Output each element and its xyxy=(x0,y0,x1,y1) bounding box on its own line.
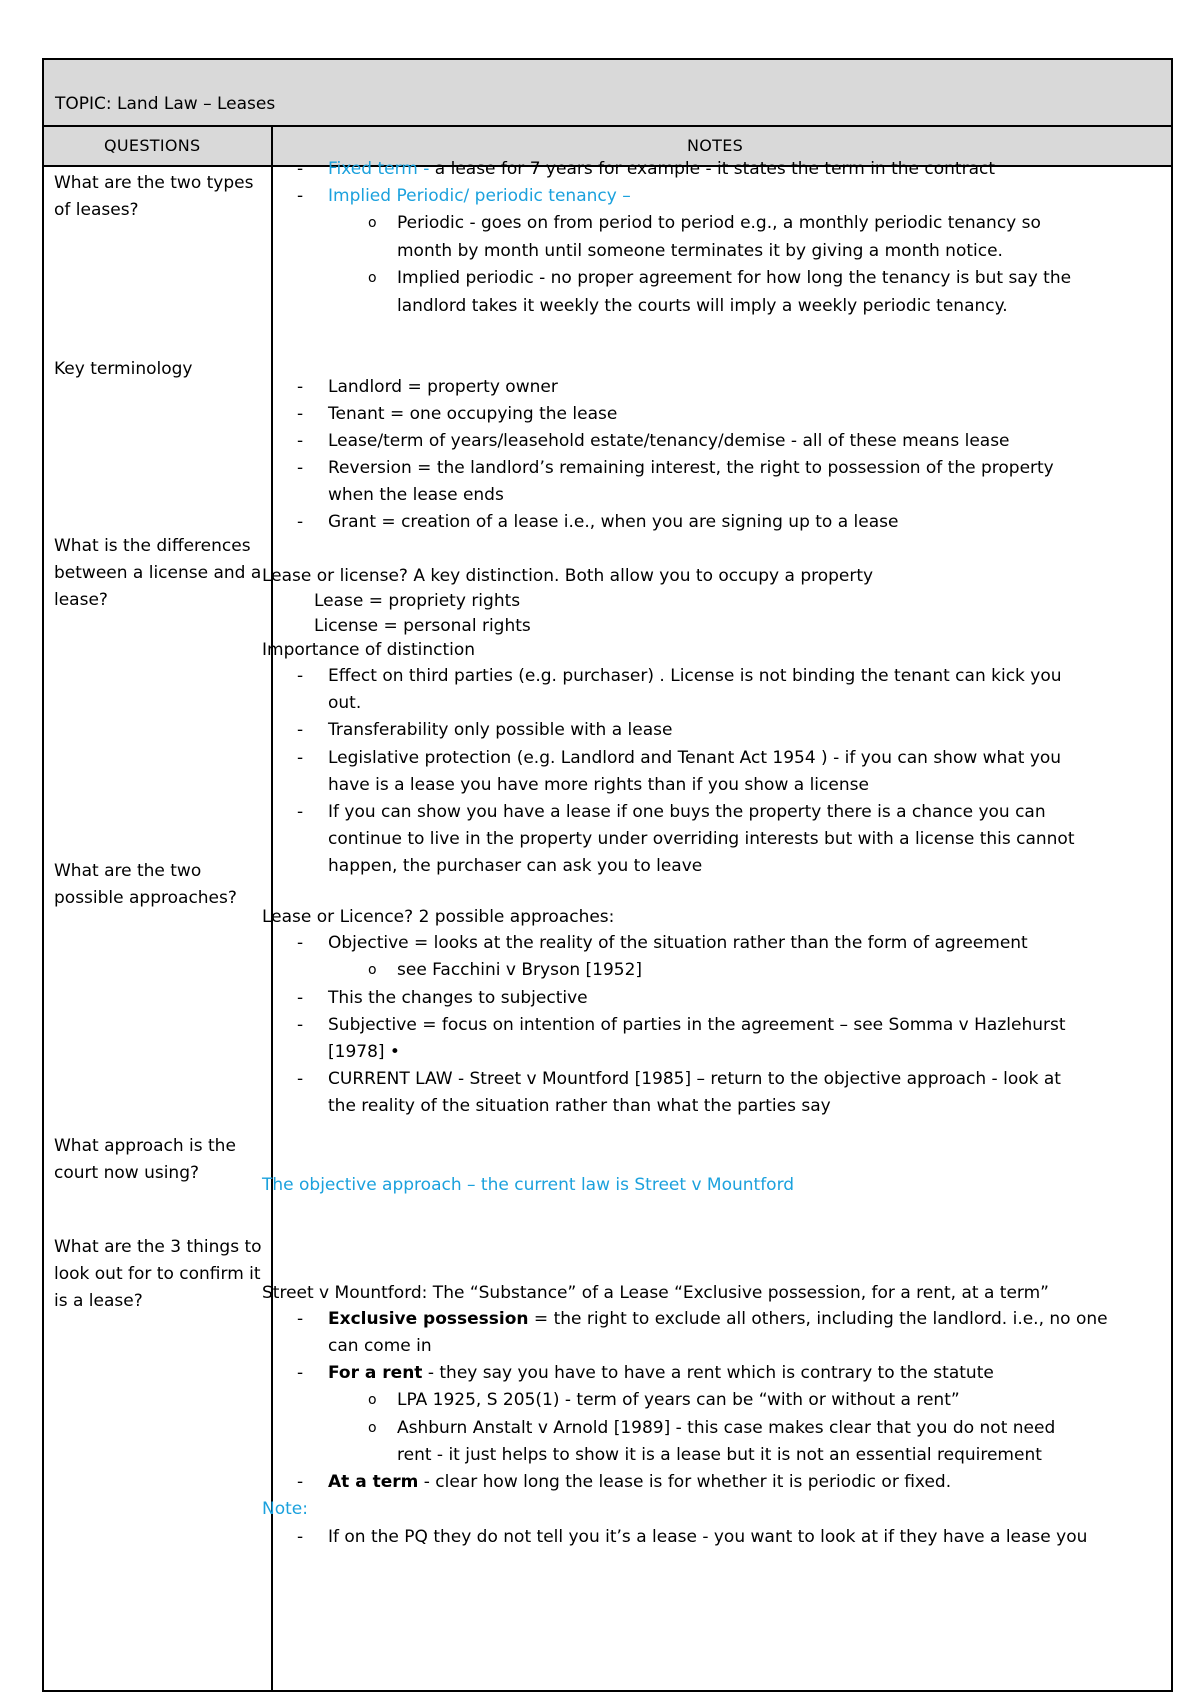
dash-marker: - xyxy=(297,186,304,206)
note-current-line1: CURRENT LAW - Street v Mountford [1985] – return to the objective approach - look at xyxy=(328,1069,1061,1089)
note-landlord: Landlord = property owner xyxy=(328,377,558,397)
exclusive-text: = the right to exclude all others, including the landlord. i.e., no one xyxy=(528,1309,1108,1329)
topic-row xyxy=(44,60,1171,127)
dash-marker: - xyxy=(297,802,304,822)
note-legislative-line1: Legislative protection (e.g. Landlord and Tenant Act 1954 ) - if you can show what you xyxy=(328,748,1062,768)
note-reversion-line1: Reversion = the landlord’s remaining interest, the right to possession of the property xyxy=(328,458,1054,478)
notes-table xyxy=(42,58,1173,1692)
note-lpa: LPA 1925, S 205(1) - term of years can be “with or without a rent” xyxy=(397,1390,960,1410)
topic-title: TOPIC: Land Law – Leases xyxy=(55,94,276,114)
note-periodic-line1: Periodic - goes on from period to period e.g., a monthly periodic tenancy so xyxy=(397,213,1041,233)
note-license-intro: Lease or license? A key distinction. Both allow you to occupy a property xyxy=(262,566,874,586)
note-effect-line2: out. xyxy=(328,693,362,713)
note-substance-intro: Street v Mountford: The “Substance” of a Lease “Exclusive possession, for a rent, at a term” xyxy=(262,1283,1049,1303)
note-show-line1: If you can show you have a lease if one buys the property there is a chance you can xyxy=(328,802,1046,822)
fixed-term-text: a lease for 7 years for example - it states the term in the contract xyxy=(429,159,996,179)
note-implied-line2: landlord takes it weekly the courts will imply a weekly periodic tenancy. xyxy=(397,296,1008,316)
note-license-rights: License = personal rights xyxy=(314,616,531,636)
dash-marker: - xyxy=(297,666,304,686)
notes-header: NOTES xyxy=(687,136,744,155)
note-legislative-line2: have is a lease you have more rights than if you show a license xyxy=(328,775,869,795)
fixed-term-label: Fixed term - xyxy=(328,159,430,179)
note-facchini: see Facchini v Bryson [1952] xyxy=(397,960,643,980)
note-subjective-line2: [1978] • xyxy=(328,1042,400,1062)
circle-bullet: o xyxy=(368,1392,377,1408)
note-label: Note: xyxy=(262,1499,308,1519)
note-effect-line1: Effect on third parties (e.g. purchaser) . License is not binding the tenant can kick you xyxy=(328,666,1062,686)
note-exclusive-line1 xyxy=(328,1306,1108,1333)
dash-marker: - xyxy=(297,512,304,532)
note-transferability: Transferability only possible with a lease xyxy=(328,720,673,740)
question-court-approach: What approach is the court now using? xyxy=(54,1136,236,1183)
note-ashburn-line1: Ashburn Anstalt v Arnold [1989] - this case makes clear that you do not need xyxy=(397,1418,1056,1438)
note-pq: If on the PQ they do not tell you it’s a lease - you want to look at if they have a lease you xyxy=(328,1527,1088,1547)
dash-marker: - xyxy=(297,1309,304,1329)
note-show-line2: continue to live in the property under overriding interests but with a license this cannot xyxy=(328,829,1075,849)
note-grant: Grant = creation of a lease i.e., when you are signing up to a lease xyxy=(328,512,899,532)
dash-marker: - xyxy=(297,748,304,768)
note-lease-terms: Lease/term of years/leasehold estate/tenancy/demise - all of these means lease xyxy=(328,431,1010,451)
question-license-lease: What is the differences between a license and a lease? xyxy=(54,536,262,610)
term-text: - clear how long the lease is for whether it is periodic or fixed. xyxy=(418,1472,952,1492)
note-exclusive-line2: can come in xyxy=(328,1336,432,1356)
rent-label: For a rent xyxy=(328,1363,423,1383)
dash-marker: - xyxy=(297,458,304,478)
dash-marker: - xyxy=(297,933,304,953)
dash-marker: - xyxy=(297,431,304,451)
circle-bullet: o xyxy=(368,1420,377,1436)
dash-marker: - xyxy=(297,1069,304,1089)
question-three-things: What are the 3 things to look out for to confirm it is a lease? xyxy=(54,1237,262,1311)
dash-marker: - xyxy=(297,159,304,179)
note-fixed-term xyxy=(328,156,995,183)
dash-marker: - xyxy=(297,988,304,1008)
note-term xyxy=(328,1469,951,1496)
dash-marker: - xyxy=(297,1527,304,1547)
dash-marker: - xyxy=(297,1363,304,1383)
note-implied-line1: Implied periodic - no proper agreement for how long the tenancy is but say the xyxy=(397,268,1072,288)
rent-text: - they say you have to have a rent which is contrary to the statute xyxy=(422,1363,994,1383)
circle-bullet: o xyxy=(368,962,377,978)
note-approaches-intro: Lease or Licence? 2 possible approaches: xyxy=(262,907,615,927)
note-subjective-line1: Subjective = focus on intention of parties in the agreement – see Somma v Hazlehurst xyxy=(328,1015,1066,1035)
circle-bullet: o xyxy=(368,215,377,231)
circle-bullet: o xyxy=(368,270,377,286)
note-current-line2: the reality of the situation rather than what the parties say xyxy=(328,1096,831,1116)
dash-marker: - xyxy=(297,720,304,740)
dash-marker: - xyxy=(297,377,304,397)
question-terminology: Key terminology xyxy=(54,359,193,379)
question-types: What are the two types of leases? xyxy=(54,173,254,220)
note-implied-periodic: Implied Periodic/ periodic tenancy – xyxy=(328,186,631,206)
note-reversion-line2: when the lease ends xyxy=(328,485,504,505)
term-label: At a term xyxy=(328,1472,419,1492)
note-court-answer: The objective approach – the current law is Street v Mountford xyxy=(262,1175,795,1195)
note-rent xyxy=(328,1360,994,1387)
question-approaches: What are the two possible approaches? xyxy=(54,861,237,908)
note-tenant: Tenant = one occupying the lease xyxy=(328,404,618,424)
exclusive-label: Exclusive possession xyxy=(328,1309,529,1329)
note-importance: Importance of distinction xyxy=(262,640,476,660)
note-ashburn-line2: rent - it just helps to show it is a lease but it is not an essential requirement xyxy=(397,1445,1042,1465)
dash-marker: - xyxy=(297,1472,304,1492)
dash-marker: - xyxy=(297,404,304,424)
questions-header: QUESTIONS xyxy=(104,136,201,155)
note-periodic-line2: month by month until someone terminates it by giving a month notice. xyxy=(397,241,1003,261)
note-changes: This the changes to subjective xyxy=(328,988,588,1008)
dash-marker: - xyxy=(297,1015,304,1035)
note-show-line3: happen, the purchaser can ask you to leave xyxy=(328,856,703,876)
note-objective: Objective = looks at the reality of the situation rather than the form of agreement xyxy=(328,933,1028,953)
note-lease-rights: Lease = propriety rights xyxy=(314,591,521,611)
